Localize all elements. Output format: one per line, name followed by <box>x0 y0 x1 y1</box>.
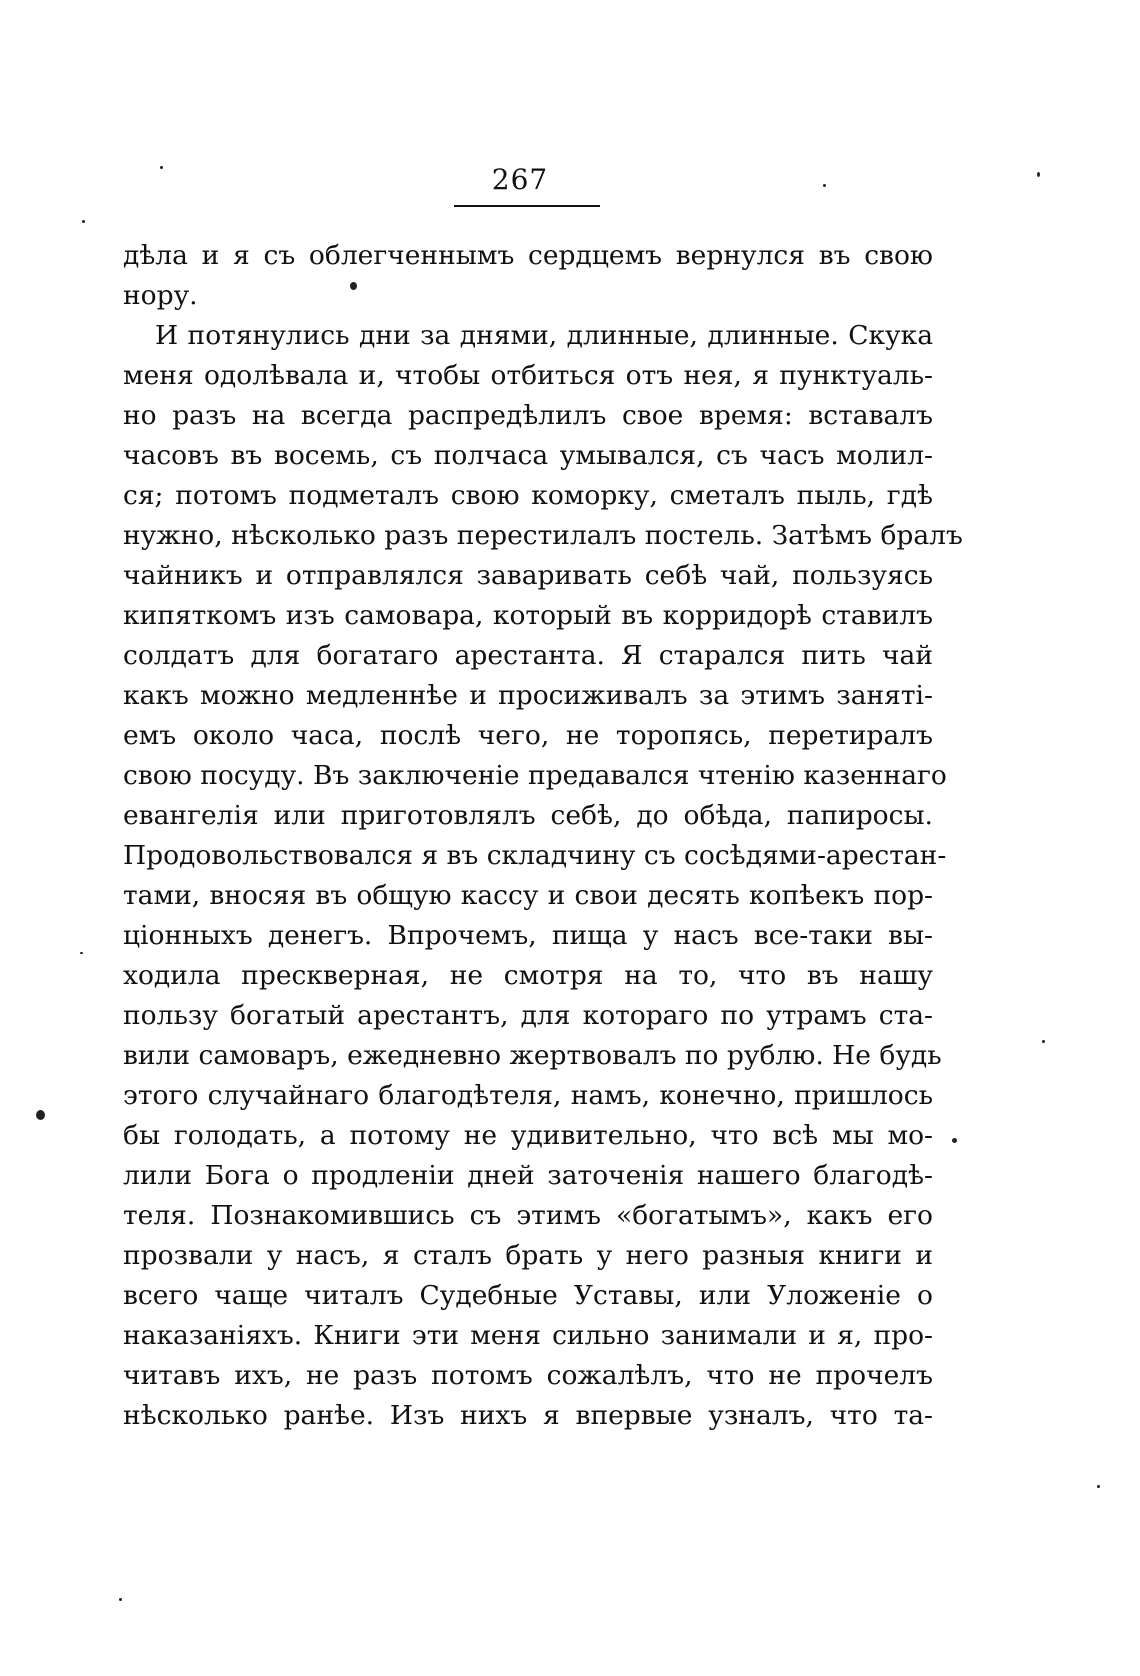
ink-speck <box>1042 1040 1045 1043</box>
page-number: 267 <box>491 163 549 196</box>
header-rule <box>454 205 600 207</box>
text-line: ходила прескверная, не смотря на то, что въ нашу <box>123 960 933 991</box>
text-line: но разъ на всегда распредѣлилъ свое время: вставалъ <box>123 400 933 431</box>
ink-speck <box>160 166 163 169</box>
text-line: И потянулись дни за днями, длинные, длинные. Скука <box>155 320 933 351</box>
ink-speck <box>1097 1485 1100 1488</box>
text-line: свою посуду. Въ заключенiе предавался чтенiю казеннаго <box>123 760 947 791</box>
text-line: цiонныхъ денегъ. Впрочемъ, пища у насъ все-таки вы- <box>123 920 933 951</box>
text-line: бы голодать, а потому не удивительно, что всѣ мы мо- <box>123 1120 933 1151</box>
ink-speck <box>80 952 83 954</box>
text-line: евангелiя или приготовлялъ себѣ, до обѣда, папиросы. <box>123 800 933 831</box>
text-line: ся; потомъ подметалъ свою коморку, сметалъ пыль, гдѣ <box>123 480 933 511</box>
ink-speck <box>82 220 85 223</box>
text-line: нѣсколько ранѣе. Изъ нихъ я впервые узналъ, что та- <box>123 1400 933 1431</box>
text-line: наказанiяхъ. Книги эти меня сильно занимали и я, про- <box>123 1320 933 1351</box>
ink-speck <box>823 184 826 187</box>
text-line: нужно, нѣсколько разъ перестилалъ постель. Затѣмъ бралъ <box>123 520 963 551</box>
text-line: теля. Познакомившись съ этимъ «богатымъ», какъ его <box>123 1200 933 1231</box>
ink-speck <box>1037 172 1040 177</box>
text-line: меня одолѣвала и, чтобы отбиться отъ нея, я пунктуаль- <box>123 360 933 391</box>
text-line: пользу богатый арестантъ, для котораго по утрамъ ста- <box>123 1000 933 1031</box>
text-line: этого случайнаго благодѣтеля, намъ, конечно, пришлось <box>123 1080 933 1111</box>
ink-speck <box>952 1138 957 1143</box>
text-line: чайникъ и отправлялся заваривать себѣ чай, пользуясь <box>123 560 933 591</box>
text-line: дѣла и я съ облегченнымъ сердцемъ вернулся въ свою <box>123 240 933 271</box>
text-line: Продовольствовался я въ складчину съ сосѣдями-арестан- <box>123 840 947 871</box>
text-line: нору. <box>123 280 198 311</box>
text-line: читавъ ихъ, не разъ потомъ сожалѣлъ, что не прочелъ <box>123 1360 933 1391</box>
text-line: солдатъ для богатаго арестанта. Я старался пить чай <box>123 640 933 671</box>
text-line: какъ можно медленнѣе и просиживалъ за этимъ занятi- <box>123 680 933 711</box>
text-line: вили самоваръ, ежедневно жертвовалъ по рублю. Не будь <box>123 1040 942 1071</box>
text-line: тами, вносяя въ общую кассу и свои десять копѣекъ пор- <box>123 880 933 911</box>
text-line: емъ около часа, послѣ чего, не торопясь, перетиралъ <box>123 720 933 751</box>
ink-speck <box>350 282 357 290</box>
text-line: кипяткомъ изъ самовара, который въ корридорѣ ставилъ <box>123 600 933 631</box>
ink-speck <box>119 1598 122 1601</box>
text-line: всего чаще читалъ Судебные Уставы, или Уложенiе о <box>123 1280 933 1311</box>
text-line: лили Бога о продленiи дней заточенiя нашего благодѣ- <box>123 1160 933 1191</box>
ink-speck <box>36 1110 45 1120</box>
text-line: часовъ въ восемь, съ полчаса умывался, съ часъ молил- <box>123 440 933 471</box>
text-line: прозвали у насъ, я сталъ брать у него разныя книги и <box>123 1240 933 1271</box>
body-text <box>123 236 963 1436</box>
